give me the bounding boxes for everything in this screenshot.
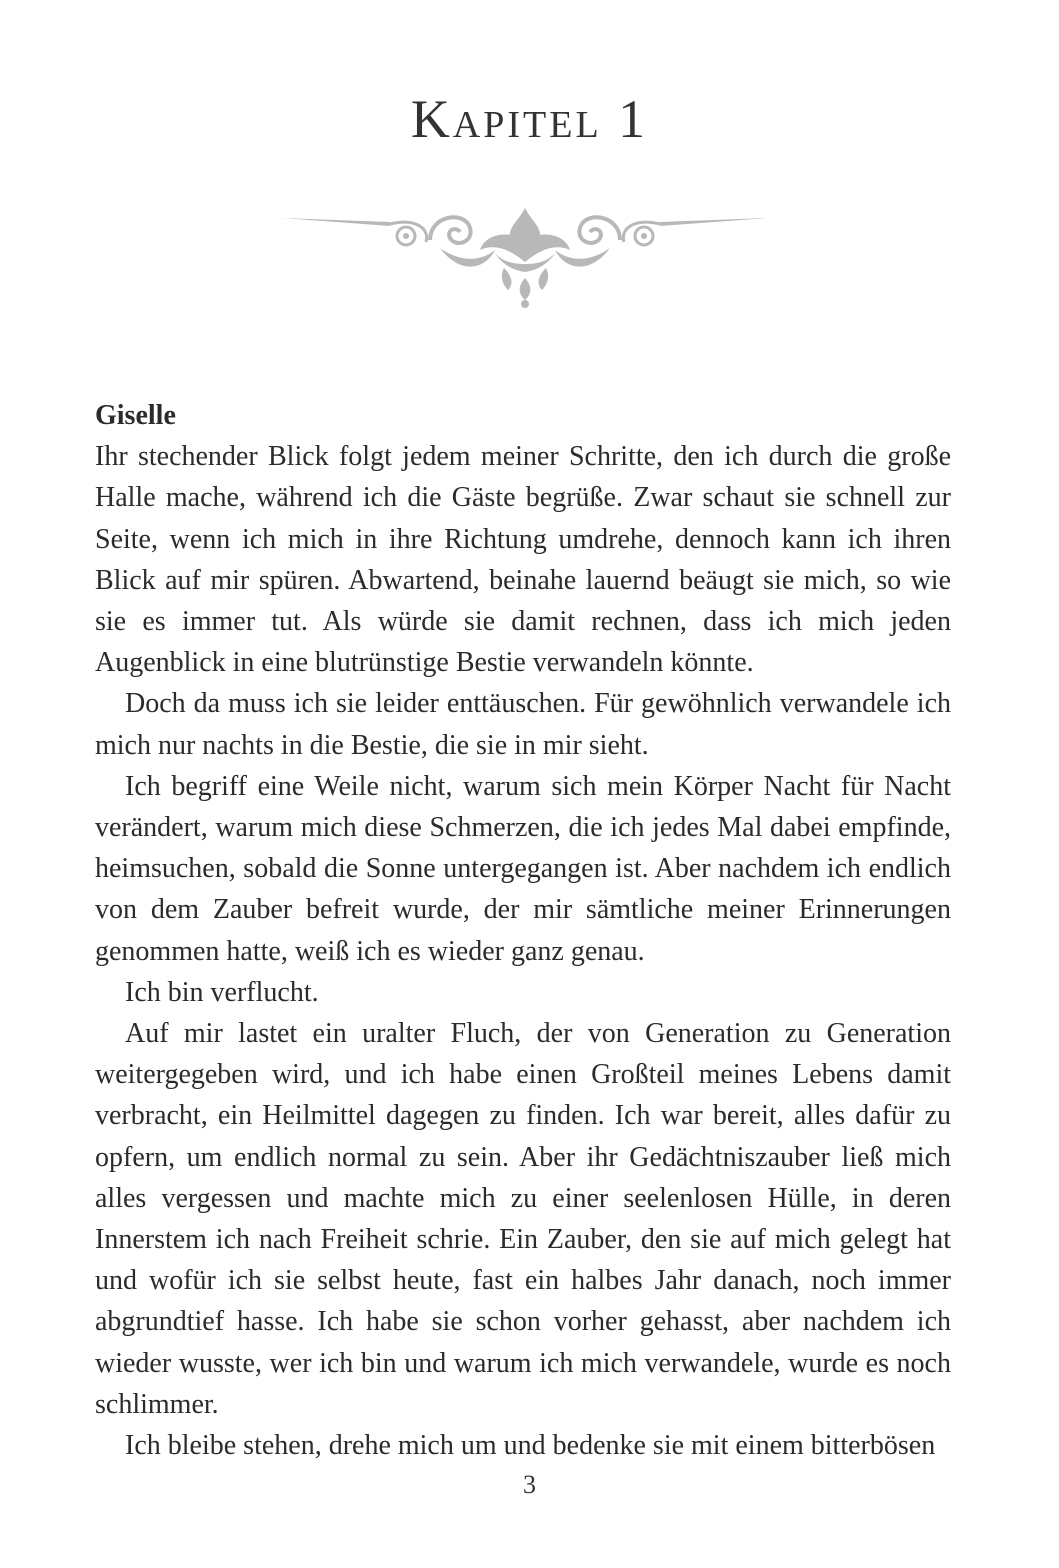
paragraph: Auf mir lastet ein uralter Fluch, der von Generation zu Generation weitergegeben wird, und ich habe einen Großteil meines Lebens damit verbracht, ein Heilmittel dagegen zu finden. Ich war bereit, alles dafür zu opfern, um endlich normal zu sein. Aber ihr Gedächtniszauber ließ mich alles vergessen und machte mich zu einer seelenlosen Hülle, in deren Innerstem ich nach Freiheit schrie. Ein Zauber, den sie auf mich gelegt hat und wofür ich sie selbst heute, fast ein halbes Jahr danach, noch immer abgrundtief hasse. Ich habe sie schon vorher gehasst, aber nachdem ich wieder wusste, wer ich bin und warum ich mich verwandele, wurde es noch schlimmer. [95,1018,951,1420]
paragraph: Ich begriff eine Weile nicht, warum sich mein Körper Nacht für Nacht verändert, warum mich diese Schmerzen, die ich jedes Mal dabei empfinde, heimsuchen, sobald die Sonne untergegangen ist. Aber nachdem ich endlich von dem Zauber befreit wurde, der mir sämtliche meiner Erinnerungen genommen hatte, weiß ich es wieder ganz genau. [95,770,951,967]
chapter-title: Kapitel 1 [410,89,649,149]
chapter-text [95,395,951,1466]
paragraph: Doch da muss ich sie leider enttäuschen. Für gewöhnlich verwandele ich mich nur nachts in die Bestie, die sie in mir sieht. [95,688,951,761]
paragraph: Ich bleibe stehen, drehe mich um und bedenke sie mit einem bitterbösen [125,1430,936,1462]
paragraph: Ihr stechender Blick folgt jedem meiner Schritte, den ich durch die große Halle mache, während ich die Gäste begrüße. Zwar schaut sie schnell zur Seite, wenn ich mich in ihre Richtung umdrehe, dennoch kann ich ihren Blick auf mir spüren. Abwartend, beinahe lauernd beäugt sie mich, so wie sie es immer tut. Als würde sie damit rechnen, dass ich mich jeden Augenblick in eine blutrünstige Bestie verwandeln könnte. [95,441,951,679]
page-number: 3 [523,1470,536,1499]
paragraph: Ich bin verflucht. [125,976,319,1008]
speaker-name: Giselle [95,400,176,431]
floral-divider-icon [280,200,770,310]
